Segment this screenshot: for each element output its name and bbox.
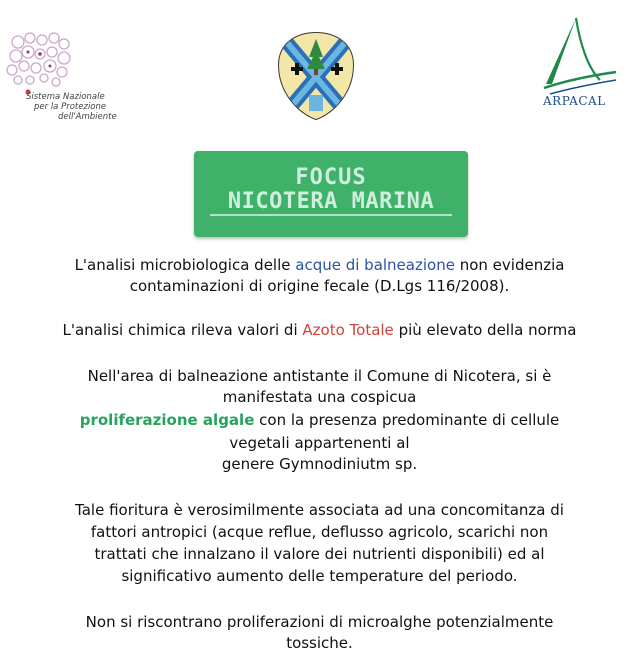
p1-highlight-acque: acque di balneazione — [295, 256, 455, 274]
regione-calabria-crest-icon — [273, 29, 359, 121]
paragraph-algae-line-4: vegetali appartenenti al — [229, 434, 410, 452]
paragraph-algae-line-3 — [0, 410, 639, 431]
snpa-tagline — [26, 92, 117, 122]
p1-text-a: L'analisi microbiologica delle — [74, 256, 296, 274]
arpacal-label: ARPACAL — [543, 94, 606, 108]
p1-text-c: non evidenzia — [454, 256, 565, 274]
paragraph-toxicity-line-2: tossiche. — [286, 634, 353, 652]
p3-text-b: con la presenza predominante di cellule — [254, 411, 560, 429]
p3-highlight-proliferazione: proliferazione algale — [79, 411, 255, 429]
paragraph-toxicity-line-1: Non si riscontrano proliferazioni di microalghe potenzialmente — [85, 613, 554, 631]
paragraph-microbiology-line-2: contaminazioni di origine fecale (D.Lgs 116/2008). — [129, 277, 510, 295]
banner-focus: FOCUS — [295, 165, 367, 190]
p2-highlight-azoto: Azoto Totale — [302, 321, 394, 339]
paragraph-algae-line-5: genere Gymnodiniutm sp. — [221, 455, 418, 473]
arpacal-logo — [540, 14, 620, 106]
snpa-line-1: Sistema Nazionale — [26, 92, 105, 102]
paragraph-causes-line-4: significativo aumento delle temperature del periodo. — [121, 567, 518, 585]
paragraph-algae-line-1: Nell'area di balneazione antistante il Comune di Nicotera, si è — [87, 367, 552, 385]
paragraph-causes-line-3: trattati che innalzano il valore dei nutrienti disponibili) ed al — [94, 545, 545, 563]
p2-text-c: più elevato della norma — [393, 321, 577, 339]
paragraph-causes-line-2: fattori antropici (acque reflue, deflusso agricolo, scarichi non — [90, 523, 549, 541]
paragraph-causes-line-1: Tale fioritura è verosimilmente associata ad una concomitanza di — [75, 501, 564, 519]
paragraph-microbiology-line-1 — [0, 255, 639, 276]
title-banner — [194, 151, 468, 237]
banner-underline — [210, 214, 452, 216]
snpa-line-3: dell'Ambiente — [58, 112, 117, 122]
banner-location: NICOTERA MARINA — [227, 189, 435, 214]
paragraph-algae-line-2: manifestata una cospicua — [222, 388, 417, 406]
paragraph-chemistry — [0, 320, 639, 341]
snpa-line-2: per la Protezione — [34, 102, 107, 112]
p2-text-a: L'analisi chimica rileva valori di — [62, 321, 303, 339]
